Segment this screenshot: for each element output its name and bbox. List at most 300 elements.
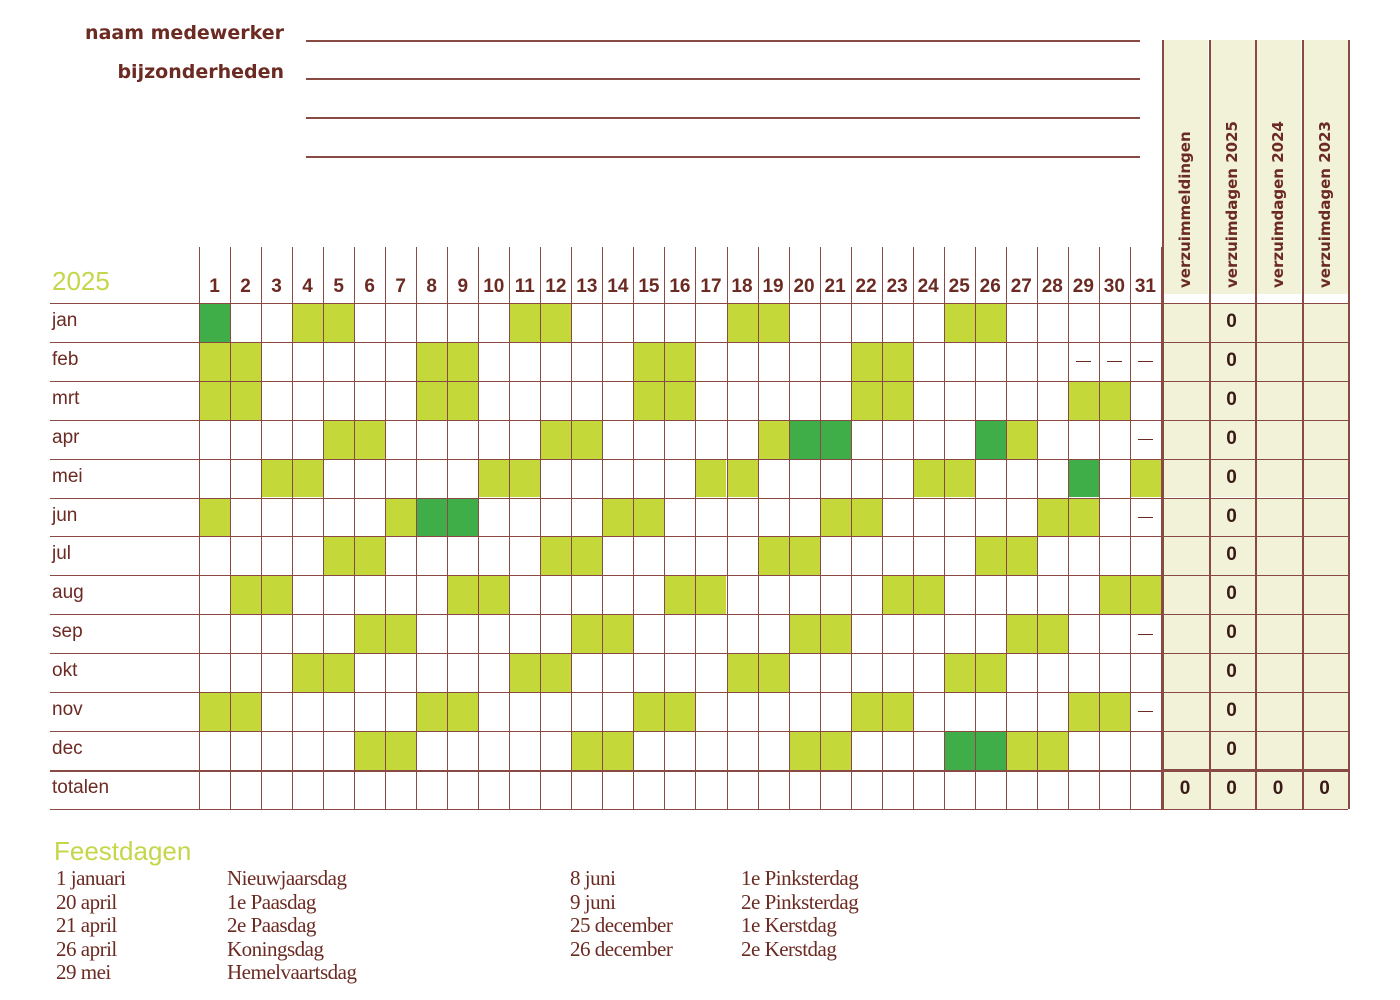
day-cell[interactable]: [882, 614, 913, 653]
day-cell[interactable]: [230, 420, 261, 459]
day-cell[interactable]: [975, 536, 1006, 575]
summary-cell[interactable]: [1162, 692, 1209, 731]
day-cell[interactable]: [695, 536, 726, 575]
day-cell[interactable]: [882, 653, 913, 692]
day-cell[interactable]: [695, 614, 726, 653]
summary-cell[interactable]: [1209, 303, 1256, 342]
day-cell[interactable]: [944, 342, 975, 381]
day-cell[interactable]: [199, 381, 230, 420]
day-cell[interactable]: [633, 342, 664, 381]
day-cell[interactable]: [602, 420, 633, 459]
day-cell[interactable]: [1068, 614, 1099, 653]
day-cell[interactable]: [385, 381, 416, 420]
day-cell[interactable]: [447, 459, 478, 498]
day-cell[interactable]: [416, 692, 447, 731]
summary-cell[interactable]: [1255, 498, 1302, 537]
day-cell[interactable]: [261, 692, 292, 731]
day-cell[interactable]: [540, 692, 571, 731]
day-cell[interactable]: [292, 731, 323, 770]
day-cell[interactable]: [944, 381, 975, 420]
day-cell[interactable]: [385, 653, 416, 692]
day-cell[interactable]: [261, 459, 292, 498]
day-cell[interactable]: [944, 459, 975, 498]
day-cell[interactable]: [1130, 381, 1161, 420]
summary-cell[interactable]: [1162, 653, 1209, 692]
day-cell[interactable]: [758, 498, 789, 537]
day-cell[interactable]: [882, 303, 913, 342]
day-cell[interactable]: [789, 731, 820, 770]
day-cell[interactable]: [882, 342, 913, 381]
day-cell[interactable]: [540, 381, 571, 420]
summary-cell[interactable]: [1162, 342, 1209, 381]
day-cell[interactable]: [292, 303, 323, 342]
day-cell[interactable]: [292, 381, 323, 420]
day-cell[interactable]: [1037, 459, 1068, 498]
day-cell[interactable]: [789, 303, 820, 342]
day-cell[interactable]: [230, 653, 261, 692]
day-cell[interactable]: [1037, 498, 1068, 537]
day-cell[interactable]: [695, 303, 726, 342]
day-cell[interactable]: [913, 692, 944, 731]
day-cell[interactable]: [944, 536, 975, 575]
day-cell[interactable]: [416, 498, 447, 537]
day-cell[interactable]: [1037, 536, 1068, 575]
day-cell[interactable]: [602, 653, 633, 692]
day-cell[interactable]: [882, 692, 913, 731]
day-cell[interactable]: [292, 653, 323, 692]
day-cell[interactable]: [664, 575, 695, 614]
day-cell[interactable]: [851, 420, 882, 459]
day-cell[interactable]: [1130, 692, 1161, 731]
day-cell[interactable]: [447, 420, 478, 459]
day-cell[interactable]: [1099, 303, 1130, 342]
summary-total-cell[interactable]: [1255, 770, 1302, 809]
total-day-cell[interactable]: [882, 770, 913, 809]
day-cell[interactable]: [727, 653, 758, 692]
day-cell[interactable]: [1006, 692, 1037, 731]
summary-cell[interactable]: [1162, 381, 1209, 420]
day-cell[interactable]: [602, 381, 633, 420]
day-cell[interactable]: [199, 420, 230, 459]
day-cell[interactable]: [478, 498, 509, 537]
day-cell[interactable]: [323, 303, 354, 342]
day-cell[interactable]: [230, 692, 261, 731]
summary-cell[interactable]: [1162, 459, 1209, 498]
day-cell[interactable]: [571, 303, 602, 342]
day-cell[interactable]: [1006, 303, 1037, 342]
day-cell[interactable]: [1037, 653, 1068, 692]
day-cell[interactable]: [447, 653, 478, 692]
total-day-cell[interactable]: [323, 770, 354, 809]
day-cell[interactable]: [447, 498, 478, 537]
day-cell[interactable]: [509, 303, 540, 342]
day-cell[interactable]: [509, 459, 540, 498]
day-cell[interactable]: [851, 653, 882, 692]
day-cell[interactable]: [758, 653, 789, 692]
day-cell[interactable]: [323, 536, 354, 575]
summary-cell[interactable]: [1209, 498, 1256, 537]
day-cell[interactable]: [913, 575, 944, 614]
day-cell[interactable]: [789, 692, 820, 731]
day-cell[interactable]: [540, 575, 571, 614]
total-day-cell[interactable]: [230, 770, 261, 809]
day-cell[interactable]: [261, 536, 292, 575]
summary-cell[interactable]: [1255, 381, 1302, 420]
day-cell[interactable]: [1099, 342, 1130, 381]
day-cell[interactable]: [416, 381, 447, 420]
day-cell[interactable]: [261, 653, 292, 692]
day-cell[interactable]: [727, 575, 758, 614]
day-cell[interactable]: [199, 692, 230, 731]
day-cell[interactable]: [1130, 575, 1161, 614]
day-cell[interactable]: [944, 575, 975, 614]
day-cell[interactable]: [1037, 342, 1068, 381]
day-cell[interactable]: [789, 614, 820, 653]
day-cell[interactable]: [571, 575, 602, 614]
day-cell[interactable]: [789, 342, 820, 381]
day-cell[interactable]: [199, 459, 230, 498]
day-cell[interactable]: [509, 342, 540, 381]
total-day-cell[interactable]: [820, 770, 851, 809]
day-cell[interactable]: [695, 653, 726, 692]
day-cell[interactable]: [944, 498, 975, 537]
day-cell[interactable]: [1068, 731, 1099, 770]
day-cell[interactable]: [851, 731, 882, 770]
day-cell[interactable]: [230, 342, 261, 381]
day-cell[interactable]: [602, 614, 633, 653]
summary-cell[interactable]: [1302, 614, 1349, 653]
day-cell[interactable]: [944, 420, 975, 459]
day-cell[interactable]: [664, 498, 695, 537]
day-cell[interactable]: [727, 342, 758, 381]
day-cell[interactable]: [695, 459, 726, 498]
day-cell[interactable]: [230, 575, 261, 614]
total-day-cell[interactable]: [1099, 770, 1130, 809]
day-cell[interactable]: [509, 420, 540, 459]
day-cell[interactable]: [1006, 614, 1037, 653]
total-day-cell[interactable]: [633, 770, 664, 809]
day-cell[interactable]: [664, 692, 695, 731]
day-cell[interactable]: [975, 614, 1006, 653]
day-cell[interactable]: [851, 498, 882, 537]
day-cell[interactable]: [1068, 498, 1099, 537]
day-cell[interactable]: [882, 575, 913, 614]
day-cell[interactable]: [261, 381, 292, 420]
day-cell[interactable]: [758, 342, 789, 381]
day-cell[interactable]: [1068, 303, 1099, 342]
day-cell[interactable]: [975, 653, 1006, 692]
day-cell[interactable]: [820, 498, 851, 537]
day-cell[interactable]: [1006, 575, 1037, 614]
summary-cell[interactable]: [1209, 575, 1256, 614]
summary-cell[interactable]: [1209, 459, 1256, 498]
day-cell[interactable]: [882, 731, 913, 770]
day-cell[interactable]: [354, 692, 385, 731]
day-cell[interactable]: [664, 614, 695, 653]
day-cell[interactable]: [820, 575, 851, 614]
day-cell[interactable]: [292, 342, 323, 381]
day-cell[interactable]: [447, 614, 478, 653]
day-cell[interactable]: [695, 692, 726, 731]
day-cell[interactable]: [727, 731, 758, 770]
day-cell[interactable]: [695, 731, 726, 770]
day-cell[interactable]: [230, 614, 261, 653]
day-cell[interactable]: [199, 614, 230, 653]
day-cell[interactable]: [385, 536, 416, 575]
day-cell[interactable]: [478, 342, 509, 381]
day-cell[interactable]: [416, 342, 447, 381]
day-cell[interactable]: [602, 303, 633, 342]
day-cell[interactable]: [1099, 614, 1130, 653]
day-cell[interactable]: [851, 692, 882, 731]
day-cell[interactable]: [882, 459, 913, 498]
day-cell[interactable]: [385, 575, 416, 614]
day-cell[interactable]: [633, 303, 664, 342]
day-cell[interactable]: [1130, 303, 1161, 342]
day-cell[interactable]: [851, 536, 882, 575]
day-cell[interactable]: [1037, 692, 1068, 731]
day-cell[interactable]: [851, 381, 882, 420]
day-cell[interactable]: [695, 342, 726, 381]
day-cell[interactable]: [199, 731, 230, 770]
day-cell[interactable]: [758, 459, 789, 498]
day-cell[interactable]: [199, 536, 230, 575]
day-cell[interactable]: [447, 303, 478, 342]
day-cell[interactable]: [975, 575, 1006, 614]
day-cell[interactable]: [758, 303, 789, 342]
total-day-cell[interactable]: [975, 770, 1006, 809]
day-cell[interactable]: [789, 536, 820, 575]
day-cell[interactable]: [1037, 614, 1068, 653]
day-cell[interactable]: [478, 459, 509, 498]
total-day-cell[interactable]: [1130, 770, 1161, 809]
summary-cell[interactable]: [1209, 731, 1256, 770]
day-cell[interactable]: [664, 536, 695, 575]
day-cell[interactable]: [975, 303, 1006, 342]
day-cell[interactable]: [323, 498, 354, 537]
day-cell[interactable]: [1006, 342, 1037, 381]
day-cell[interactable]: [944, 692, 975, 731]
day-cell[interactable]: [323, 459, 354, 498]
day-cell[interactable]: [354, 303, 385, 342]
day-cell[interactable]: [199, 653, 230, 692]
day-cell[interactable]: [633, 575, 664, 614]
day-cell[interactable]: [727, 420, 758, 459]
day-cell[interactable]: [913, 614, 944, 653]
day-cell[interactable]: [1130, 731, 1161, 770]
day-cell[interactable]: [447, 342, 478, 381]
day-cell[interactable]: [1037, 303, 1068, 342]
day-cell[interactable]: [509, 653, 540, 692]
day-cell[interactable]: [913, 342, 944, 381]
total-day-cell[interactable]: [1037, 770, 1068, 809]
day-cell[interactable]: [1099, 653, 1130, 692]
day-cell[interactable]: [292, 575, 323, 614]
day-cell[interactable]: [261, 420, 292, 459]
day-cell[interactable]: [820, 692, 851, 731]
summary-cell[interactable]: [1162, 498, 1209, 537]
day-cell[interactable]: [913, 303, 944, 342]
day-cell[interactable]: [323, 653, 354, 692]
total-day-cell[interactable]: [354, 770, 385, 809]
day-cell[interactable]: [199, 498, 230, 537]
day-cell[interactable]: [727, 536, 758, 575]
day-cell[interactable]: [478, 692, 509, 731]
day-cell[interactable]: [323, 731, 354, 770]
day-cell[interactable]: [478, 653, 509, 692]
day-cell[interactable]: [664, 459, 695, 498]
day-cell[interactable]: [354, 498, 385, 537]
day-cell[interactable]: [633, 692, 664, 731]
day-cell[interactable]: [913, 536, 944, 575]
day-cell[interactable]: [199, 303, 230, 342]
day-cell[interactable]: [1037, 575, 1068, 614]
day-cell[interactable]: [602, 731, 633, 770]
day-cell[interactable]: [1037, 731, 1068, 770]
day-cell[interactable]: [571, 692, 602, 731]
day-cell[interactable]: [447, 536, 478, 575]
day-cell[interactable]: [385, 731, 416, 770]
day-cell[interactable]: [1068, 381, 1099, 420]
day-cell[interactable]: [230, 381, 261, 420]
day-cell[interactable]: [851, 614, 882, 653]
summary-cell[interactable]: [1302, 536, 1349, 575]
day-cell[interactable]: [851, 575, 882, 614]
day-cell[interactable]: [727, 303, 758, 342]
day-cell[interactable]: [571, 614, 602, 653]
summary-cell[interactable]: [1302, 381, 1349, 420]
day-cell[interactable]: [447, 381, 478, 420]
summary-cell[interactable]: [1255, 420, 1302, 459]
day-cell[interactable]: [695, 420, 726, 459]
day-cell[interactable]: [385, 498, 416, 537]
summary-cell[interactable]: [1162, 731, 1209, 770]
day-cell[interactable]: [199, 342, 230, 381]
day-cell[interactable]: [1006, 498, 1037, 537]
day-cell[interactable]: [478, 575, 509, 614]
summary-cell[interactable]: [1162, 420, 1209, 459]
day-cell[interactable]: [1006, 653, 1037, 692]
total-day-cell[interactable]: [602, 770, 633, 809]
day-cell[interactable]: [1099, 536, 1130, 575]
day-cell[interactable]: [540, 342, 571, 381]
day-cell[interactable]: [540, 731, 571, 770]
day-cell[interactable]: [478, 614, 509, 653]
day-cell[interactable]: [1068, 459, 1099, 498]
day-cell[interactable]: [323, 692, 354, 731]
day-cell[interactable]: [571, 459, 602, 498]
summary-total-cell[interactable]: [1209, 770, 1256, 809]
day-cell[interactable]: [851, 303, 882, 342]
day-cell[interactable]: [540, 536, 571, 575]
day-cell[interactable]: [1068, 342, 1099, 381]
day-cell[interactable]: [416, 575, 447, 614]
total-day-cell[interactable]: [1068, 770, 1099, 809]
summary-cell[interactable]: [1162, 575, 1209, 614]
day-cell[interactable]: [913, 459, 944, 498]
total-day-cell[interactable]: [851, 770, 882, 809]
day-cell[interactable]: [664, 342, 695, 381]
day-cell[interactable]: [913, 420, 944, 459]
day-cell[interactable]: [1006, 536, 1037, 575]
day-cell[interactable]: [416, 614, 447, 653]
day-cell[interactable]: [323, 575, 354, 614]
day-cell[interactable]: [416, 459, 447, 498]
day-cell[interactable]: [385, 342, 416, 381]
day-cell[interactable]: [602, 342, 633, 381]
day-cell[interactable]: [758, 692, 789, 731]
summary-cell[interactable]: [1255, 653, 1302, 692]
day-cell[interactable]: [758, 536, 789, 575]
day-cell[interactable]: [664, 420, 695, 459]
total-day-cell[interactable]: [416, 770, 447, 809]
summary-cell[interactable]: [1255, 614, 1302, 653]
day-cell[interactable]: [727, 381, 758, 420]
day-cell[interactable]: [820, 459, 851, 498]
day-cell[interactable]: [571, 342, 602, 381]
total-day-cell[interactable]: [789, 770, 820, 809]
day-cell[interactable]: [1130, 459, 1161, 498]
summary-cell[interactable]: [1302, 731, 1349, 770]
total-day-cell[interactable]: [571, 770, 602, 809]
summary-cell[interactable]: [1255, 536, 1302, 575]
summary-cell[interactable]: [1302, 342, 1349, 381]
day-cell[interactable]: [1006, 420, 1037, 459]
day-cell[interactable]: [695, 381, 726, 420]
day-cell[interactable]: [1006, 459, 1037, 498]
summary-cell[interactable]: [1162, 614, 1209, 653]
day-cell[interactable]: [354, 381, 385, 420]
total-day-cell[interactable]: [292, 770, 323, 809]
day-cell[interactable]: [695, 498, 726, 537]
day-cell[interactable]: [944, 731, 975, 770]
day-cell[interactable]: [354, 459, 385, 498]
day-cell[interactable]: [354, 342, 385, 381]
total-day-cell[interactable]: [695, 770, 726, 809]
day-cell[interactable]: [975, 459, 1006, 498]
day-cell[interactable]: [509, 498, 540, 537]
summary-cell[interactable]: [1209, 536, 1256, 575]
day-cell[interactable]: [820, 303, 851, 342]
day-cell[interactable]: [292, 614, 323, 653]
day-cell[interactable]: [975, 342, 1006, 381]
day-cell[interactable]: [1099, 381, 1130, 420]
summary-total-cell[interactable]: [1302, 770, 1349, 809]
day-cell[interactable]: [354, 536, 385, 575]
day-cell[interactable]: [695, 575, 726, 614]
day-cell[interactable]: [540, 303, 571, 342]
summary-total-cell[interactable]: [1162, 770, 1209, 809]
total-day-cell[interactable]: [385, 770, 416, 809]
day-cell[interactable]: [602, 536, 633, 575]
day-cell[interactable]: [633, 420, 664, 459]
day-cell[interactable]: [913, 653, 944, 692]
total-day-cell[interactable]: [447, 770, 478, 809]
day-cell[interactable]: [354, 731, 385, 770]
day-cell[interactable]: [820, 420, 851, 459]
day-cell[interactable]: [727, 459, 758, 498]
day-cell[interactable]: [944, 303, 975, 342]
day-cell[interactable]: [633, 614, 664, 653]
day-cell[interactable]: [633, 459, 664, 498]
day-cell[interactable]: [1130, 614, 1161, 653]
summary-cell[interactable]: [1302, 653, 1349, 692]
summary-cell[interactable]: [1255, 459, 1302, 498]
day-cell[interactable]: [1130, 420, 1161, 459]
summary-cell[interactable]: [1302, 303, 1349, 342]
day-cell[interactable]: [944, 614, 975, 653]
day-cell[interactable]: [633, 381, 664, 420]
